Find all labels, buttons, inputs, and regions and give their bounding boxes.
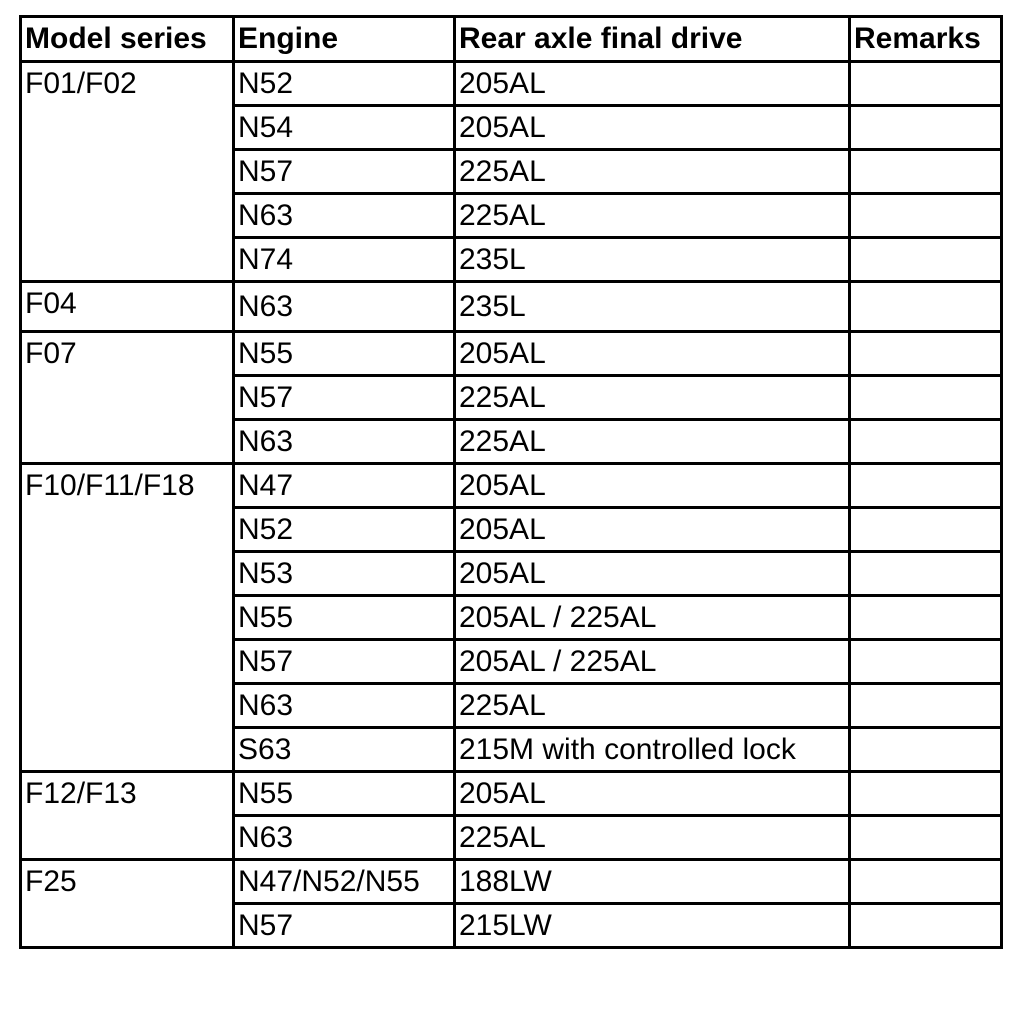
final-drive-cell: 205AL <box>455 508 850 552</box>
engine-cell: N63 <box>234 684 455 728</box>
final-drive-cell: 205AL <box>455 106 850 150</box>
model-series-cell: F04 <box>21 282 234 332</box>
header-row <box>21 17 1002 62</box>
final-drive-cell: 235L <box>455 238 850 282</box>
remarks-cell <box>850 728 1002 772</box>
model-series-cell: F25 <box>21 860 234 948</box>
final-drive-cell: 205AL / 225AL <box>455 640 850 684</box>
remarks-cell <box>850 62 1002 106</box>
engine-cell: N57 <box>234 904 455 948</box>
final-drive-cell: 205AL <box>455 772 850 816</box>
final-drive-cell: 225AL <box>455 684 850 728</box>
header-rear-axle-final-drive: Rear axle final drive <box>455 17 850 62</box>
final-drive-cell: 205AL <box>455 332 850 376</box>
remarks-cell <box>850 150 1002 194</box>
engine-cell: N57 <box>234 376 455 420</box>
table-row <box>21 282 1002 332</box>
table-row <box>21 332 1002 376</box>
final-drive-cell: 225AL <box>455 420 850 464</box>
final-drive-cell: 205AL <box>455 464 850 508</box>
remarks-cell <box>850 860 1002 904</box>
final-drive-cell: 225AL <box>455 376 850 420</box>
engine-cell: N52 <box>234 508 455 552</box>
engine-cell: N54 <box>234 106 455 150</box>
table-row <box>21 860 1002 904</box>
table-header <box>21 17 1002 62</box>
final-drive-table <box>19 15 1003 949</box>
remarks-cell <box>850 194 1002 238</box>
final-drive-cell: 188LW <box>455 860 850 904</box>
engine-cell: N57 <box>234 640 455 684</box>
remarks-cell <box>850 640 1002 684</box>
model-series-cell: F07 <box>21 332 234 464</box>
remarks-cell <box>850 282 1002 332</box>
remarks-cell <box>850 332 1002 376</box>
engine-cell: N63 <box>234 816 455 860</box>
final-drive-cell: 205AL <box>455 62 850 106</box>
engine-cell: N55 <box>234 596 455 640</box>
final-drive-cell: 205AL / 225AL <box>455 596 850 640</box>
remarks-cell <box>850 238 1002 282</box>
remarks-cell <box>850 420 1002 464</box>
engine-cell: N53 <box>234 552 455 596</box>
header-model-series: Model series <box>21 17 234 62</box>
final-drive-cell: 225AL <box>455 194 850 238</box>
engine-cell: N74 <box>234 238 455 282</box>
engine-cell: N57 <box>234 150 455 194</box>
table-body <box>21 62 1002 948</box>
model-series-cell: F12/F13 <box>21 772 234 860</box>
final-drive-cell: 215M with controlled lock <box>455 728 850 772</box>
engine-cell: N63 <box>234 194 455 238</box>
remarks-cell <box>850 684 1002 728</box>
engine-cell: N63 <box>234 282 455 332</box>
remarks-cell <box>850 552 1002 596</box>
remarks-cell <box>850 904 1002 948</box>
final-drive-cell: 205AL <box>455 552 850 596</box>
model-series-cell: F10/F11/F18 <box>21 464 234 772</box>
table-row <box>21 772 1002 816</box>
remarks-cell <box>850 772 1002 816</box>
remarks-cell <box>850 464 1002 508</box>
remarks-cell <box>850 508 1002 552</box>
final-drive-cell: 225AL <box>455 816 850 860</box>
model-series-cell: F01/F02 <box>21 62 234 282</box>
header-engine: Engine <box>234 17 455 62</box>
engine-cell: N55 <box>234 772 455 816</box>
table-row <box>21 464 1002 508</box>
remarks-cell <box>850 596 1002 640</box>
remarks-cell <box>850 106 1002 150</box>
header-remarks: Remarks <box>850 17 1002 62</box>
engine-cell: N63 <box>234 420 455 464</box>
engine-cell: S63 <box>234 728 455 772</box>
final-drive-cell: 225AL <box>455 150 850 194</box>
engine-cell: N55 <box>234 332 455 376</box>
remarks-cell <box>850 816 1002 860</box>
final-drive-cell: 215LW <box>455 904 850 948</box>
engine-cell: N47/N52/N55 <box>234 860 455 904</box>
engine-cell: N52 <box>234 62 455 106</box>
table-row <box>21 62 1002 106</box>
engine-cell: N47 <box>234 464 455 508</box>
remarks-cell <box>850 376 1002 420</box>
final-drive-cell: 235L <box>455 282 850 332</box>
